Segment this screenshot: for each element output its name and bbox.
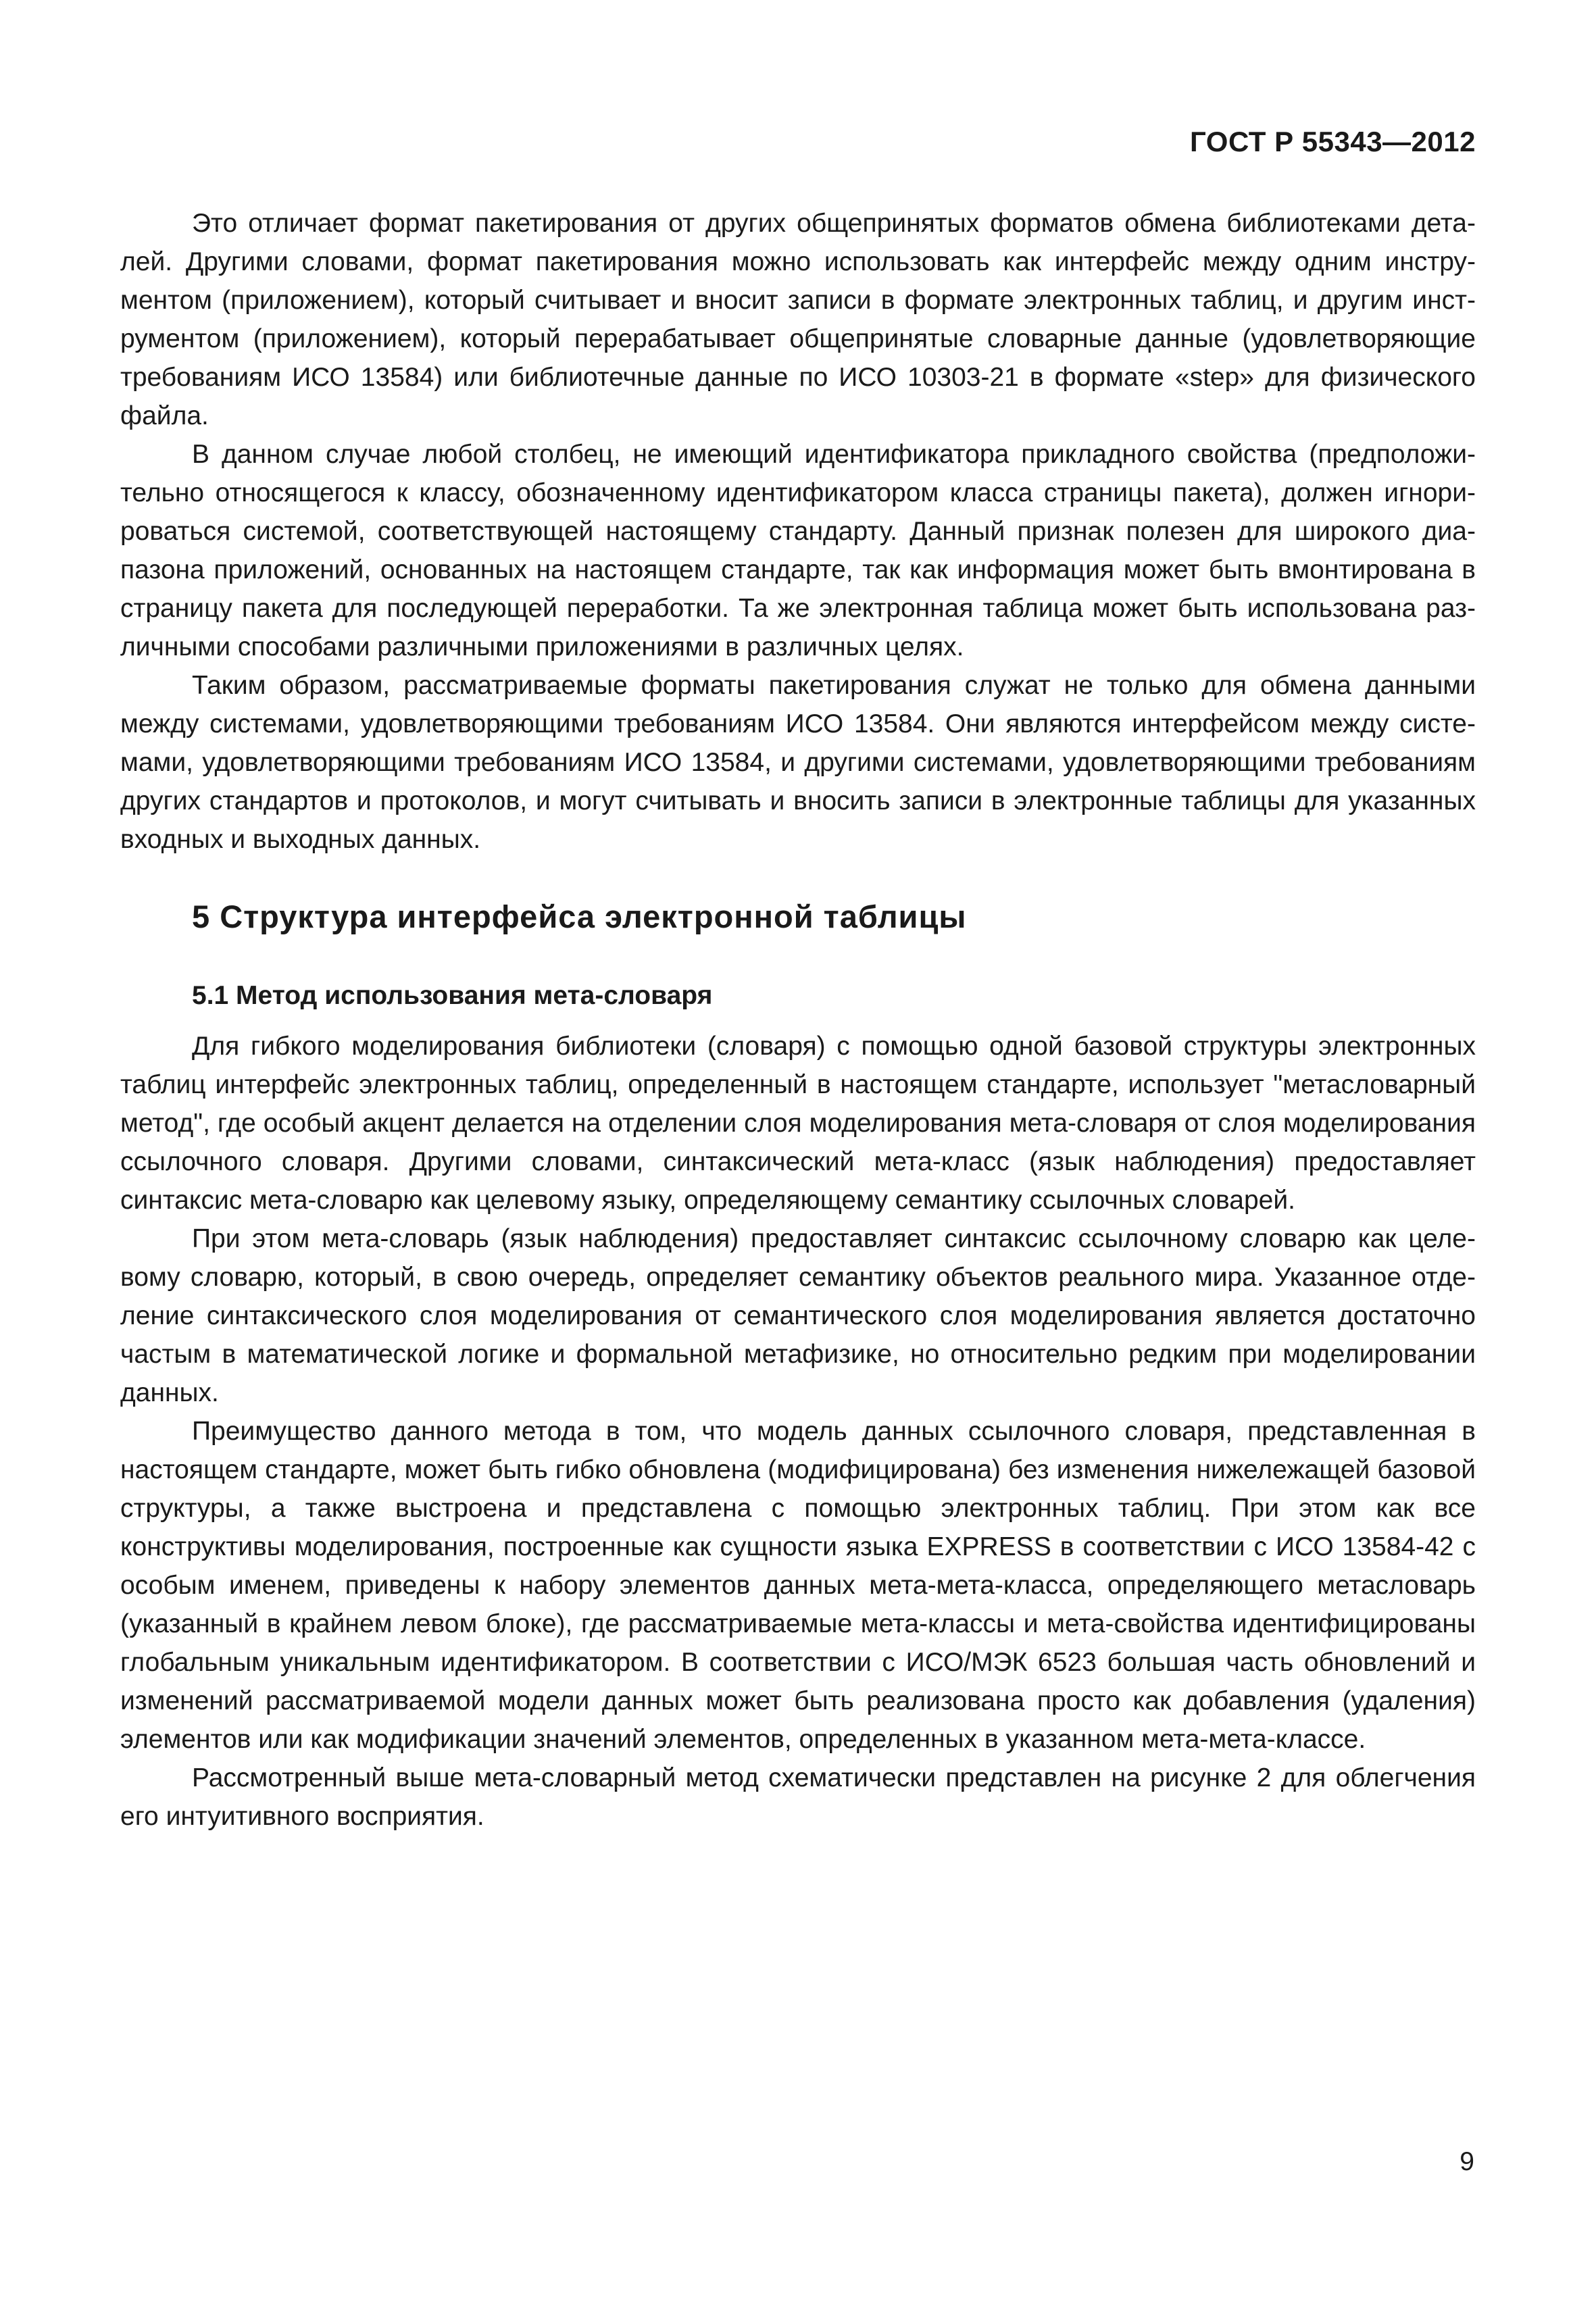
page-number: 9 [1460,2147,1474,2176]
paragraph: Таким образом, рассматриваемые форматы пакетирования служат не только для обмена данными между системами, удовлетворяющими требованиям ИСО 13584. Они являются интерфейсом между системами, удовлетворяющими требованиям ИСО 13584, и другими системами, удовлетворяющими требованиям других стандартов и протоколов, и могут считывать и вносить записи в электронные таблицы для указанных входных и выходных данных. [120,671,1476,854]
paragraph: В данном случае любой столбец, не имеющий идентификатора прикладного свойства (предположительно относящегося к классу, обозначенному идентификатором класса страницы пакета), должен игнорироваться системой, соответствующей настоящему стандарту. Данный признак полезен для широкого диапазона приложений, основанных на настоящем стандарте, так как информация может быть вмонтирована в страницу пакета для последующей переработки. Та же электронная таблица может быть использована различными способами различными приложениями в различных целях. [120,440,1476,661]
document-code-header: ГОСТ Р 55343—2012 [1190,126,1476,157]
document-body [120,204,1476,1836]
paragraph: Для гибкого моделирования библиотеки (словаря) с помощью одной базовой структуры электронных таблиц интерфейс электронных таблиц, определенный в настоящем стандарте, использует "метасловарный метод", где особый акцент делается на отделении слоя моделирования мета-словаря от слоя моделирования ссылочного словаря. Другими словами, синтаксический мета-класс (язык наблюдения) предоставляет синтаксис мета-словарю как целевому языку, определяющему семантику ссылочных словарей. [120,1032,1476,1215]
section-heading: 5 Структура интерфейса электронной таблицы [192,899,967,934]
paragraph: При этом мета-словарь (язык наблюдения) предоставляет синтаксис ссылочному словарю как целевому словарю, который, в свою очередь, определяет семантику объектов реального мира. Указанное отделение синтаксического слоя моделирования от семантического слоя моделирования является достаточно частым в математической логике и формальной метафизике, но относительно редким при моделировании данных. [120,1224,1476,1407]
subsection-heading: 5.1 Метод использования мета-словаря [192,981,713,1010]
paragraph: Преимущество данного метода в том, что модель данных ссылочного словаря, представленная в настоящем стандарте, может быть гибко обновлена (модифицирована) без изменения нижележащей базовой структуры, а также выстроена и представлена с помощью электронных таблиц. При этом как все конструктивы моделирования, построенные как сущности языка EXPRESS в соответствии с ИСО 13584-42 с особым именем, приведены к набору элементов данных мета-мета-класса, определяющего метасловарь (указанный в крайнем левом блоке), где рассматриваемые мета-классы и мета-свойства идентифицированы глобальным уникальным идентификатором. В соответствии с ИСО/МЭК 6523 большая часть обновлений и изменений рассматриваемой модели данных может быть реализована просто как добавления (удаления) элементов или как модификации значений элементов, определенных в указанном мета-мета-классе. [120,1417,1476,1754]
paragraph: Рассмотренный выше мета-словарный метод схематически представлен на рисунке 2 для облегчения его интуитивного восприятия. [120,1763,1476,1831]
paragraph: Это отличает формат пакетирования от других общепринятых форматов обмена библиотеками деталей. Другими словами, формат пакетирования можно использовать как интерфейс между одним инструментом (приложением), который считывает и вносит записи в формате электронных таблиц, и другим инструментом (приложением), который перерабатывает общепринятые словарные данные (удовлетворяющие требованиям ИСО 13584) или библиотечные данные по ИСО 10303-21 в формате «step» для физического файла. [120,209,1476,430]
